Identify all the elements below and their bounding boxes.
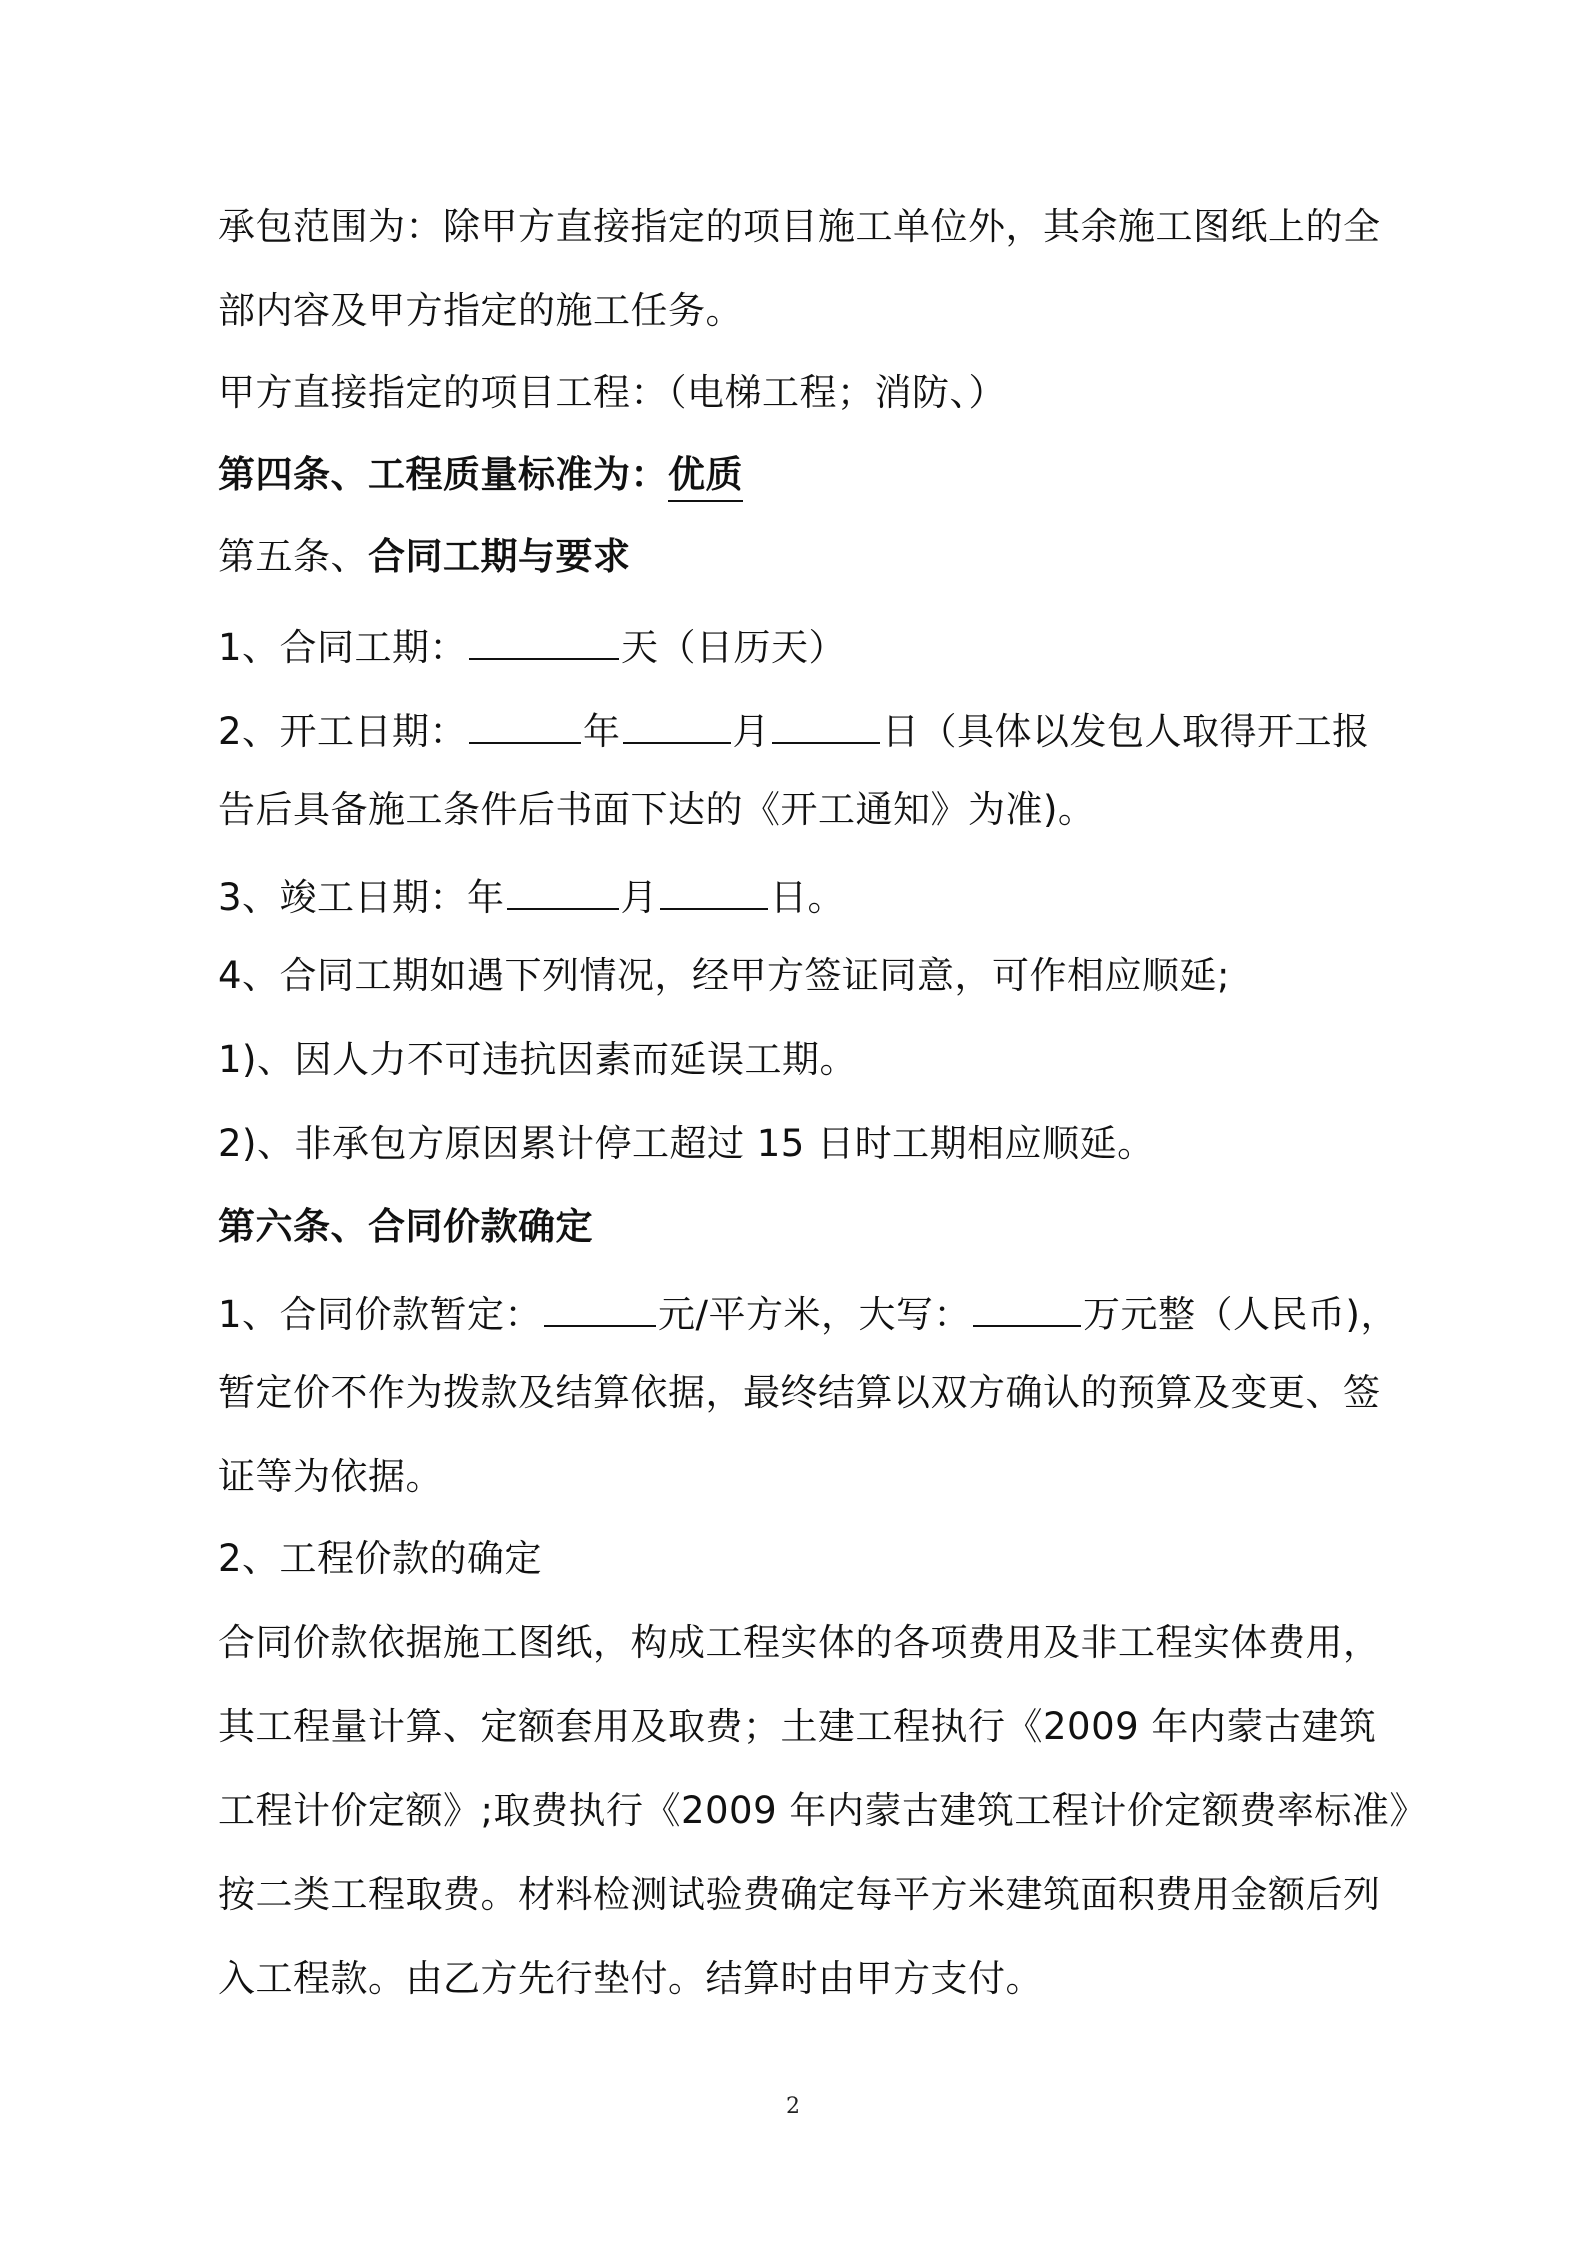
start-date-label: 2、开工日期： [218, 710, 468, 753]
start-year-blank [469, 704, 581, 744]
article-6-heading: 第六条、合同价款确定 [218, 1205, 593, 1248]
completion-day-blank [660, 870, 768, 910]
price-basis-line-5: 入工程款。由乙方先行垫付。结算时由甲方支付。 [218, 1957, 1043, 2000]
completion-month-label: 月 [620, 876, 659, 919]
start-day-label: 日（具体以发包人取得开工报 [882, 710, 1370, 753]
contract-period-label: 1、合同工期： [218, 626, 468, 669]
price-basis-line-1: 合同价款依据施工图纸，构成工程实体的各项费用及非工程实体费用， [218, 1621, 1381, 1664]
price-label: 1、合同价款暂定： [218, 1293, 543, 1336]
extension-item-1: 1)、因人力不可违抗因素而延误工期。 [218, 1038, 857, 1081]
contract-period-blank [469, 620, 619, 660]
price-basis-line-4: 按二类工程取费。材料检测试验费确定每平方米建筑面积费用金额后列 [218, 1873, 1381, 1916]
price-line [218, 1287, 1398, 1337]
price-determination-heading: 2、工程价款的确定 [218, 1537, 543, 1580]
article-5-label: 第五条、 [218, 535, 368, 578]
scope-line-1: 承包范围为：除甲方直接指定的项目施工单位外，其余施工图纸上的全 [218, 205, 1381, 248]
price-line-2: 暂定价不作为拨款及结算依据，最终结算以双方确认的预算及变更、签 [218, 1371, 1381, 1414]
completion-day-label: 日。 [770, 876, 846, 919]
unit-price-label: 元/平方米，大写： [658, 1293, 972, 1336]
quality-standard-value: 优质 [668, 453, 743, 502]
article-5-title: 合同工期与要求 [368, 535, 631, 578]
price-line-3: 证等为依据。 [218, 1455, 443, 1498]
completion-month-blank [507, 870, 619, 910]
amount-words-blank [973, 1287, 1081, 1327]
amount-words-label: 万元整（人民币)， [1083, 1293, 1398, 1336]
contract-period-line [218, 620, 1378, 670]
start-date-line [218, 704, 1378, 754]
price-basis-line-3: 工程计价定额》;取费执行《2009 年内蒙古建筑工程计价定额费率标准》 [218, 1789, 1427, 1832]
start-month-label: 月 [732, 710, 771, 753]
article-5-heading [218, 535, 1378, 579]
price-basis-line-2: 其工程量计算、定额套用及取费；土建工程执行《2009 年内蒙古建筑 [218, 1705, 1377, 1748]
contract-period-unit: 天（日历天） [621, 626, 847, 669]
article-4-label: 第四条、工程质量标准为： [218, 453, 668, 496]
unit-price-blank [544, 1287, 656, 1327]
scope-line-2: 部内容及甲方指定的施工任务。 [218, 289, 743, 332]
extension-line: 4、合同工期如遇下列情况，经甲方签证同意，可作相应顺延; [218, 954, 1231, 997]
start-month-blank [623, 704, 731, 744]
start-day-blank [772, 704, 880, 744]
article-4-heading [218, 453, 1378, 497]
completion-year-label: 3、竣工日期：年 [218, 876, 505, 919]
extension-item-2: 2)、非承包方原因累计停工超过 15 日时工期相应顺延。 [218, 1122, 1155, 1165]
designated-projects-line: 甲方直接指定的项目工程：（电梯工程；消防、） [218, 371, 1006, 414]
completion-date-line [218, 870, 1378, 920]
page-number: 2 [786, 2094, 800, 2119]
start-year-label: 年 [583, 710, 621, 753]
start-date-line-2: 告后具备施工条件后书面下达的《开工通知》为准)。 [218, 788, 1096, 831]
